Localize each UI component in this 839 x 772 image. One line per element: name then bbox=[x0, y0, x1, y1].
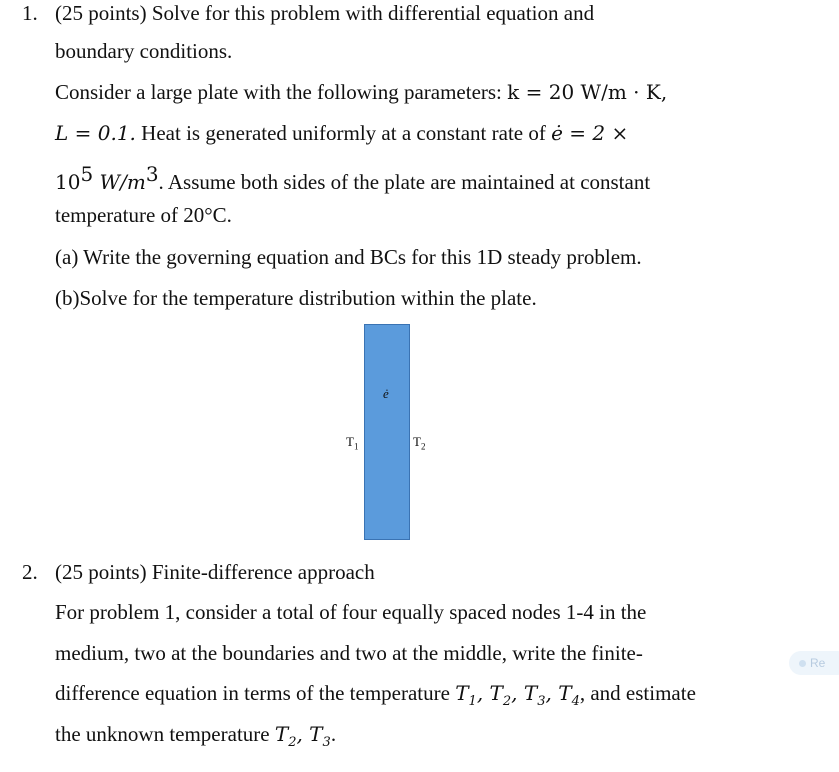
q1-line-4-text: Heat is generated uniformly at a constant rate of bbox=[135, 121, 552, 145]
q2-t-vars: $T_1$, $T_2$, $T_3$, $T_4$ bbox=[455, 681, 580, 709]
q1-unit: W/m bbox=[93, 170, 146, 194]
q1-egen-value: ė = 2 × bbox=[551, 121, 629, 145]
q2-line-4-text: difference equation in terms of the temperature bbox=[55, 681, 456, 705]
q1-exp-power: 5 bbox=[80, 162, 94, 186]
q2-line-5 bbox=[55, 721, 336, 756]
plate-t2-letter: T bbox=[413, 434, 421, 449]
q2-number: 2. bbox=[22, 560, 38, 584]
plate-heat-gen-label: ė bbox=[383, 386, 389, 401]
q1-line-5 bbox=[55, 161, 650, 195]
q2-line-4 bbox=[55, 680, 696, 715]
q1-line-1: (25 points) Solve for this problem with differential equation and bbox=[55, 1, 595, 25]
q1-k-value: k = 20 W/m · K, bbox=[507, 80, 668, 104]
plate-t1-sub: 1 bbox=[353, 441, 359, 452]
plate-t1-label bbox=[346, 434, 358, 452]
plate-t1-letter: T bbox=[346, 434, 354, 449]
q2-line-1: (25 points) Finite-difference approach bbox=[55, 560, 375, 584]
q2-line-2: For problem 1, consider a total of four equally spaced nodes 1-4 in the bbox=[55, 600, 647, 624]
plate-figure bbox=[364, 324, 410, 540]
side-widget-label: Re bbox=[810, 656, 826, 670]
q2-line-3: medium, two at the boundaries and two at the middle, write the finite- bbox=[55, 641, 643, 665]
side-floating-button[interactable] bbox=[789, 651, 839, 675]
q1-part-b: (b)Solve for the temperature distribution within the plate. bbox=[55, 286, 537, 310]
q2-line-5-end: . bbox=[330, 722, 337, 746]
plate-t2-label bbox=[413, 434, 425, 452]
q1-number: 1. bbox=[22, 1, 38, 25]
q1-part-a: (a) Write the governing equation and BCs for this 1D steady problem. bbox=[55, 245, 642, 269]
q1-line-5-text: . Assume both sides of the plate are maintained at constant bbox=[158, 170, 651, 194]
q1-line-4 bbox=[55, 120, 628, 146]
q1-line-6: temperature of 20°C. bbox=[55, 203, 232, 227]
q1-line-2: boundary conditions. bbox=[55, 39, 233, 63]
q2-unknown-vars: $T_2$, $T_3$ bbox=[274, 722, 331, 750]
q1-unit-power: 3 bbox=[145, 162, 159, 186]
q2-line-5-text: the unknown temperature bbox=[55, 722, 275, 746]
q1-L-value: L = 0.1. bbox=[55, 121, 136, 145]
q1-line-3-text: Consider a large plate with the following parameters: bbox=[55, 80, 508, 104]
side-dot-icon bbox=[799, 660, 806, 667]
q2-line-4-end: , and estimate bbox=[579, 681, 696, 705]
plate-t2-sub: 2 bbox=[420, 441, 426, 452]
q1-line-3 bbox=[55, 79, 667, 105]
q1-exp-base: 10 bbox=[55, 170, 81, 194]
